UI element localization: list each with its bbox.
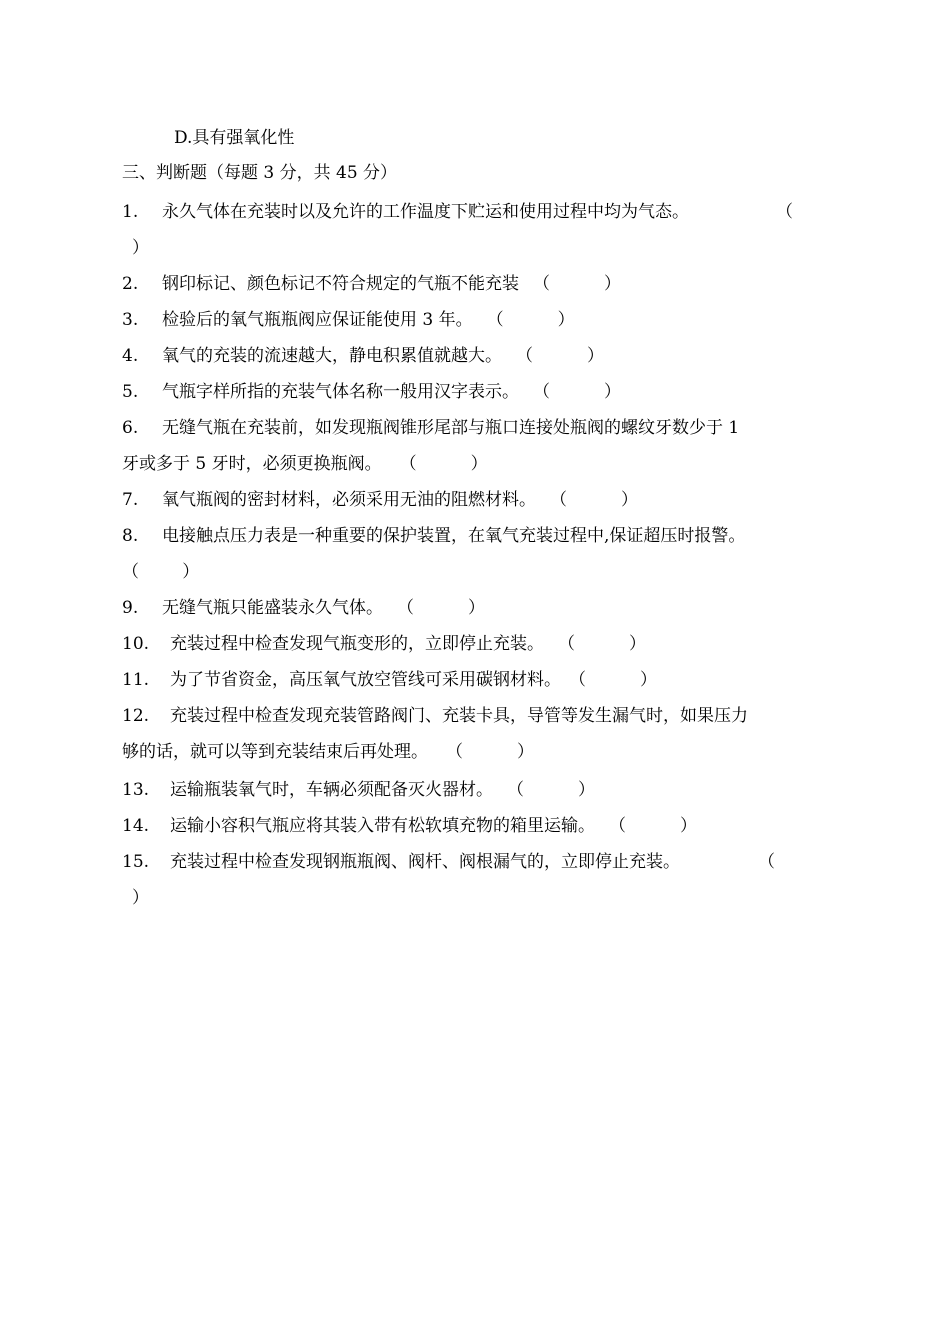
answer-blank-14[interactable]: （ ）	[609, 816, 698, 836]
answer-blank-open-1[interactable]: （	[776, 202, 793, 222]
question-number: 10.	[122, 634, 150, 654]
question-5	[122, 380, 621, 404]
question-number: 12.	[122, 706, 150, 726]
question-text: 充装过程中检查发现气瓶变形的，立即停止充装。	[170, 634, 544, 654]
question-text: 检验后的氧气瓶瓶阀应保证能使用 3 年。	[162, 310, 473, 330]
question-number: 14.	[122, 816, 150, 836]
question-text-continued: 够的话，就可以等到充装结束后再处理。	[122, 742, 428, 762]
answer-blank-7[interactable]: （ ）	[550, 490, 639, 510]
answer-blank-4[interactable]: （ ）	[516, 346, 605, 366]
answer-blank-10[interactable]: （ ）	[558, 634, 647, 654]
question-number: 1.	[122, 202, 139, 222]
answer-blank-13[interactable]: （ ）	[507, 780, 596, 800]
question-13	[122, 778, 595, 802]
question-number: 11.	[122, 670, 150, 690]
question-text: 运输小容积气瓶应将其装入带有松软填充物的箱里运输。	[170, 816, 595, 836]
question-number: 5.	[122, 382, 139, 402]
question-3	[122, 308, 575, 332]
question-text-continued: 牙或多于 5 牙时，必须更换瓶阀。	[122, 454, 382, 474]
question-15	[122, 850, 680, 874]
section-title: 三、判断题（每题 3 分，共 45 分）	[122, 163, 398, 183]
question-text: 无缝气瓶只能盛装永久气体。	[162, 598, 383, 618]
question-7	[122, 488, 638, 512]
answer-blank-9[interactable]: （ ）	[397, 598, 486, 618]
answer-blank-12[interactable]: （ ）	[446, 742, 535, 762]
question-text: 无缝气瓶在充装前，如发现瓶阀锥形尾部与瓶口连接处瓶阀的螺纹牙数少于 1	[162, 418, 740, 438]
question-10	[122, 632, 646, 656]
question-text: 氧气瓶阀的密封材料，必须采用无油的阻燃材料。	[162, 490, 536, 510]
answer-blank-close-15: ）	[132, 888, 149, 908]
question-text: 运输瓶装氧气时，车辆必须配备灭火器材。	[170, 780, 493, 800]
question-number: 3.	[122, 310, 139, 330]
question-6	[122, 416, 739, 440]
answer-blank-5[interactable]: （ ）	[533, 382, 622, 402]
question-11	[122, 668, 657, 692]
question-6-continued	[122, 452, 488, 476]
question-number: 4.	[122, 346, 139, 366]
question-text: 永久气体在充装时以及允许的工作温度下贮运和使用过程中均为气态。	[162, 202, 689, 222]
question-number: 7.	[122, 490, 139, 510]
question-text: 钢印标记、颜色标记不符合规定的气瓶不能充装	[162, 274, 519, 294]
question-4	[122, 344, 604, 368]
question-number: 6.	[122, 418, 139, 438]
question-text: 气瓶字样所指的充装气体名称一般用汉字表示。	[162, 382, 519, 402]
question-text: 充装过程中检查发现充装管路阀门、充装卡具，导管等发生漏气时，如果压力	[170, 706, 748, 726]
answer-blank-8[interactable]: （ ）	[122, 562, 200, 582]
question-number: 13.	[122, 780, 150, 800]
previous-option-d: D.具有强氧化性	[174, 128, 295, 148]
answer-blank-close-1: ）	[132, 238, 149, 258]
question-1	[122, 200, 689, 224]
question-text: 氧气的充装的流速越大，静电积累值就越大。	[162, 346, 502, 366]
question-12-continued	[122, 740, 534, 764]
question-number: 15.	[122, 852, 150, 872]
question-text: 为了节省资金，高压氧气放空管线可采用碳钢材料。	[170, 670, 561, 690]
question-number: 2.	[122, 274, 139, 294]
answer-blank-2[interactable]: （ ）	[533, 274, 622, 294]
answer-blank-11[interactable]: （ ）	[569, 670, 658, 690]
question-2	[122, 272, 621, 296]
question-9	[122, 596, 485, 620]
answer-blank-3[interactable]: （ ）	[486, 310, 575, 330]
question-12	[122, 704, 748, 728]
question-8	[122, 524, 745, 548]
question-text: 充装过程中检查发现钢瓶瓶阀、阀杆、阀根漏气的，立即停止充装。	[170, 852, 680, 872]
question-text: 电接触点压力表是一种重要的保护装置，在氧气充装过程中,保证超压时报警。	[162, 526, 746, 546]
question-14	[122, 814, 697, 838]
question-number: 8.	[122, 526, 139, 546]
question-number: 9.	[122, 598, 139, 618]
answer-blank-open-15[interactable]: （	[758, 852, 775, 872]
answer-blank-6[interactable]: （ ）	[399, 454, 488, 474]
